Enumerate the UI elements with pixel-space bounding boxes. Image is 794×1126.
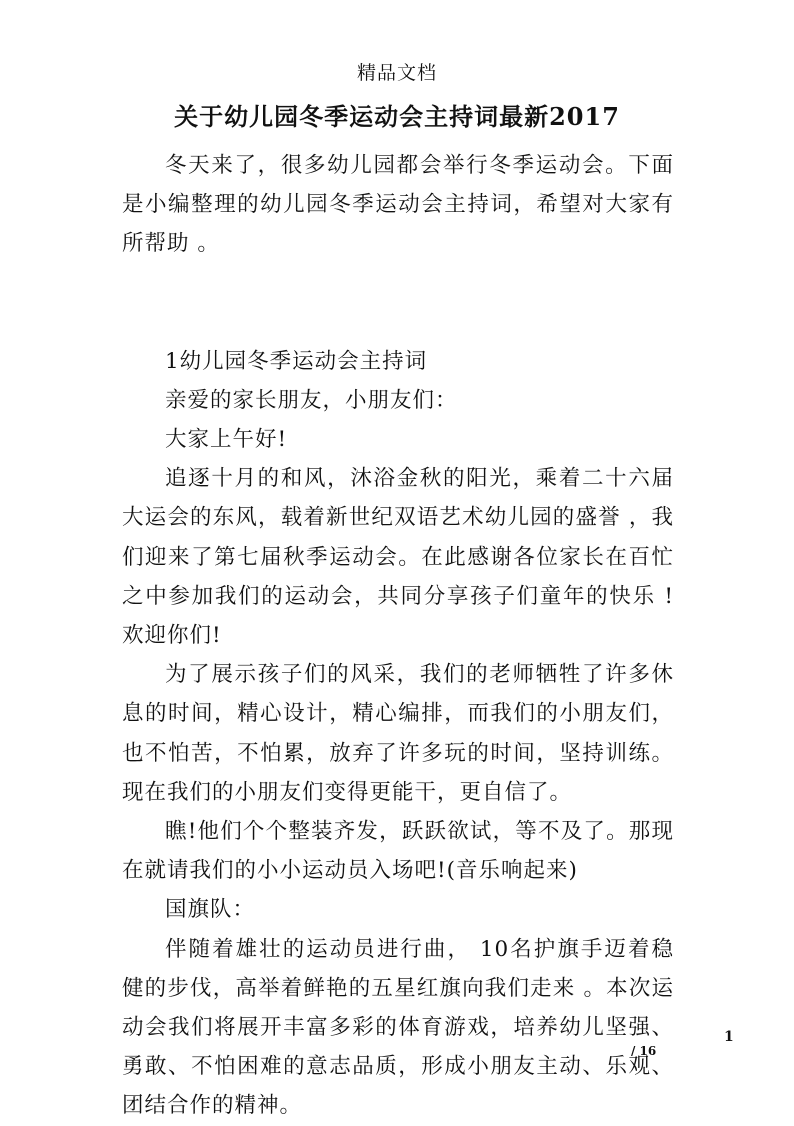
header-label: 精品文档: [356, 62, 437, 84]
page-total: / 16: [631, 1044, 657, 1058]
document-title: 关于幼儿园冬季运动会主持词最新2017: [174, 102, 620, 131]
body-paragraph-flag-team: 国旗队：: [165, 897, 256, 923]
intro-paragraph: 冬天来了，很多幼儿园都会举行冬季运动会。下面是小编整理的幼儿园冬季运动会主持词，希望对大家有所帮助 。: [122, 153, 674, 257]
body-paragraph-athletes-enter: 瞧!他们个个整装齐发，跃跃欲试，等不及了。那现在就请我们的小小运动员入场吧!(音乐响起来): [122, 819, 674, 884]
body-paragraph-teachers: 为了展示孩子们的风采，我们的老师牺牲了许多休息的时间，精心设计，精心编排，而我们的小朋友们，也不怕苦，不怕累，放弃了许多玩的时间，坚持训练。现在我们的小朋友们变得更能干，更自信了。: [122, 662, 674, 805]
document-body: [122, 146, 674, 1126]
body-paragraph-opening: 追逐十月的和风，沐浴金秋的阳光，乘着二十六届大运会的东风，载着新世纪双语艺术幼儿园的盛誉 ，我们迎来了第七届秋季运动会。在此感谢各位家长在百忙之中参加我们的运动会，共同分享孩子们童年的快乐 !欢迎你们!: [122, 466, 674, 649]
body-paragraph-good-morning: 大家上午好!: [165, 427, 288, 453]
body-paragraph-flag-bearers: 伴随着雄壮的运动员进行曲， 10名护旗手迈着稳健的步伐，高举着鲜艳的五星红旗向我们走来 。本次运动会我们将展开丰富多彩的体育游戏，培养幼儿坚强、勇敢、不怕困难的意志品质，形成小朋友主动、乐观、团结合作的精神。: [122, 936, 674, 1119]
page-number: 1: [724, 1029, 734, 1045]
paragraph-spacer: [122, 264, 674, 342]
section-heading: 1幼儿园冬季运动会主持词: [165, 348, 428, 374]
body-paragraph-greeting-audience: 亲爱的家长朋友，小朋友们：: [165, 387, 458, 413]
